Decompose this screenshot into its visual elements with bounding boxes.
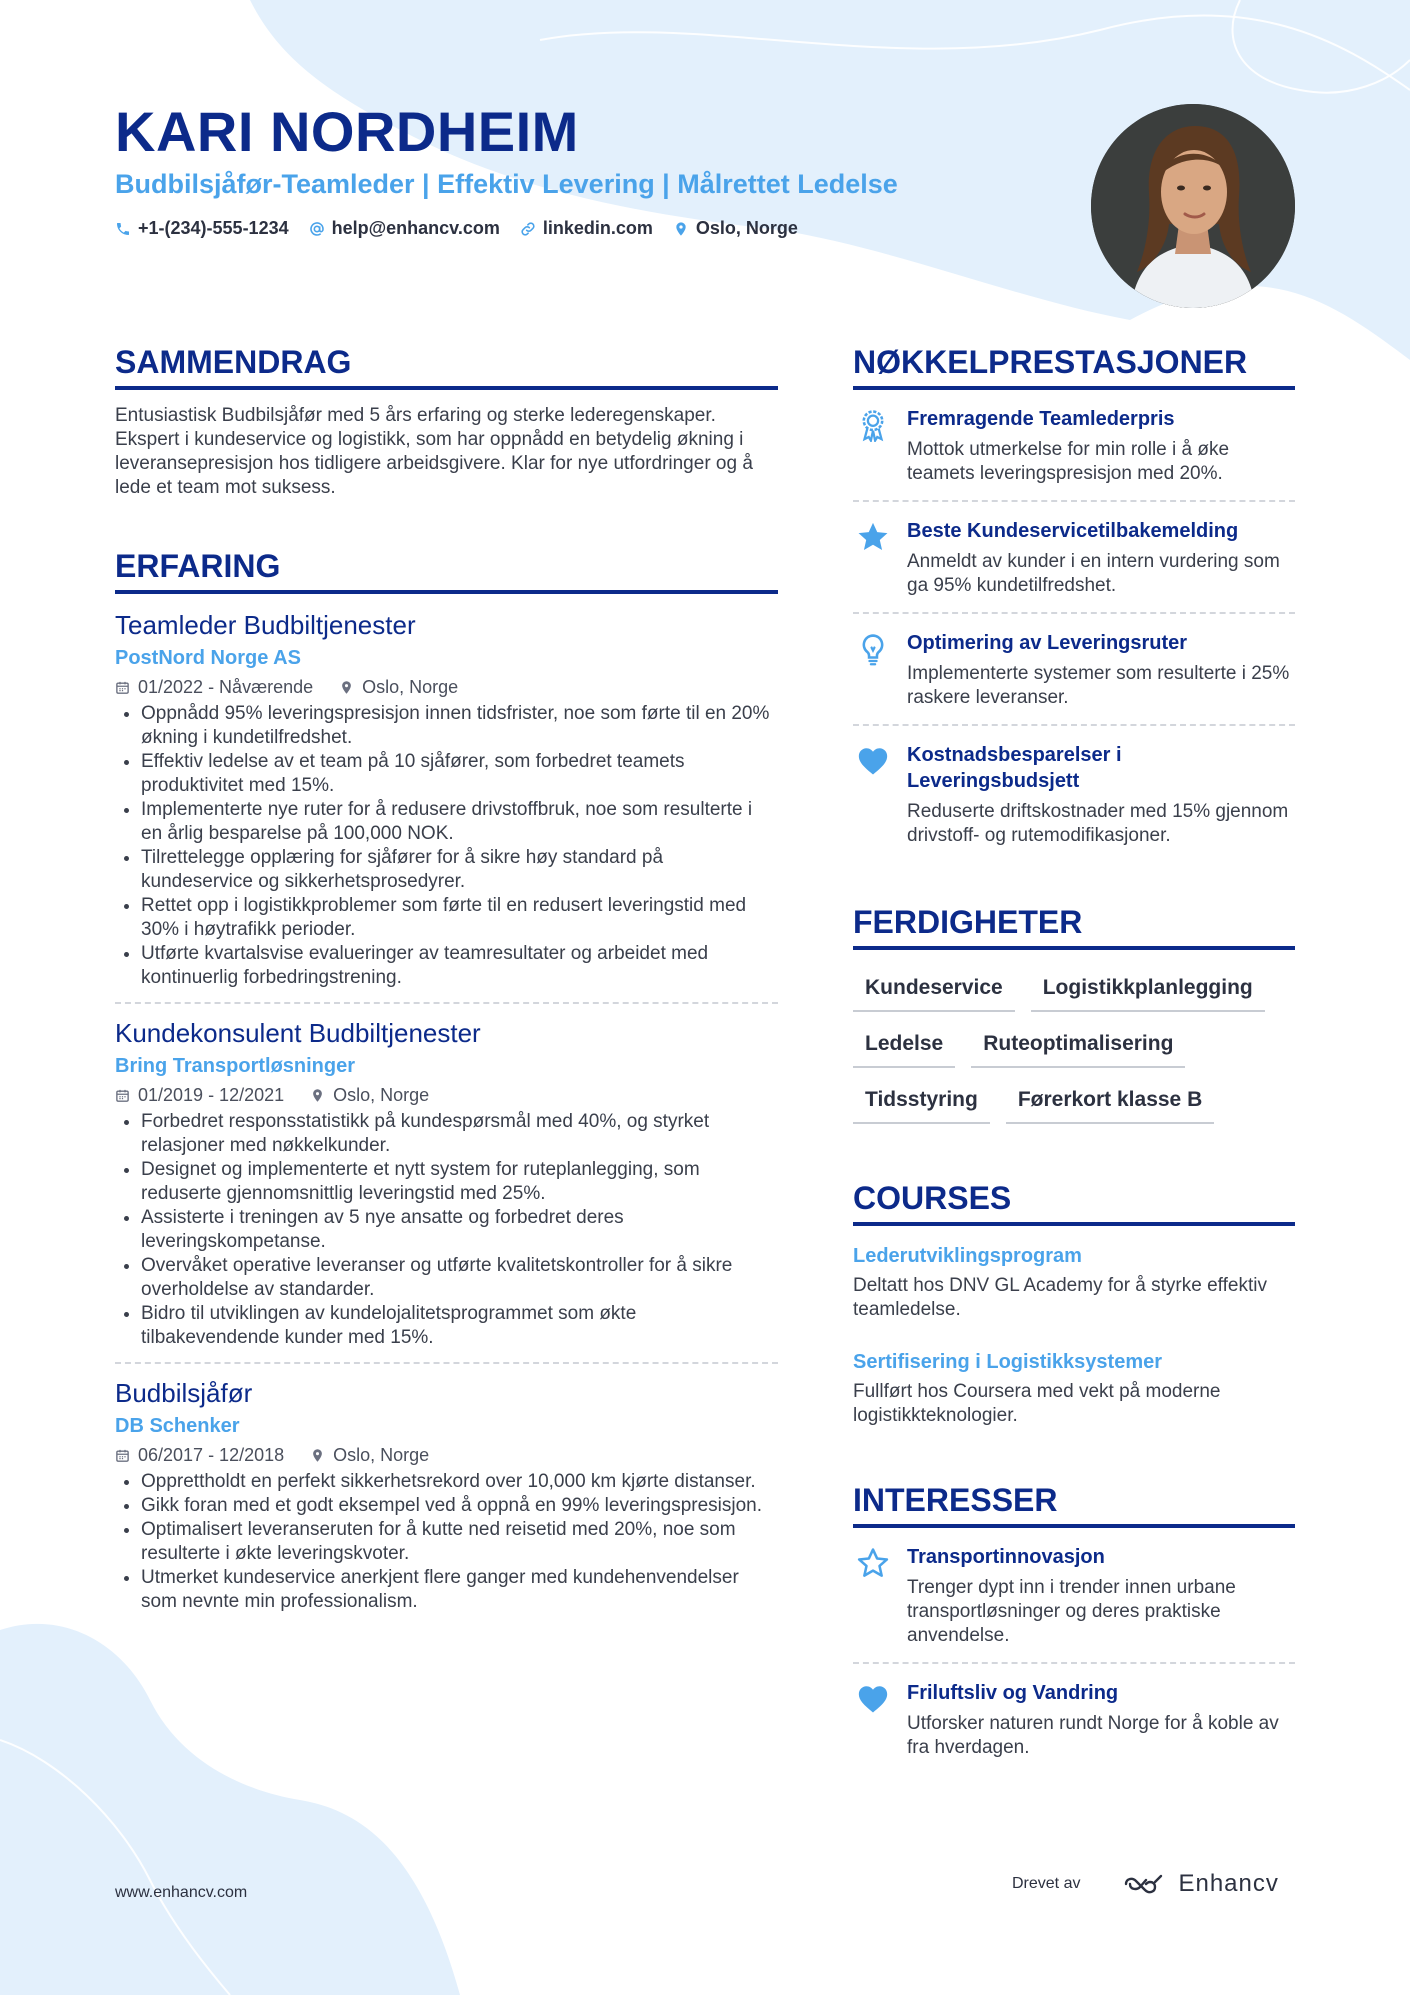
enhancv-logo-icon	[1122, 1872, 1168, 1896]
calendar-icon	[115, 1088, 130, 1103]
job-location-text: Oslo, Norge	[362, 677, 459, 697]
job-bullet: • Effektiv ledelse av et team på 10 sjåfører, som forbedret teamets produktivitet med 15%.	[141, 750, 778, 798]
achievement-title: Beste Kundeservicetilbakemelding	[907, 520, 1239, 542]
interests-title: INTERESSER	[853, 1478, 1295, 1528]
phone-icon	[115, 221, 131, 237]
job-bullet: • Oppnådd 95% leveringspresisjon innen tidsfrister, noe som førte til en 20% økning i kundetilfredshet.	[141, 702, 778, 750]
interest-title: Transportinnovasjon	[907, 1546, 1105, 1568]
achievement-desc: Reduserte driftskostnader med 15% gjennom drivstoff- og rutemodifikasjoner.	[907, 801, 1289, 846]
footer-branding	[1012, 1870, 1279, 1898]
job-bullet: • Utførte kvartalsvise evalueringer av teamresultater og arbeidet med kontinuerlig forbedringstrening.	[141, 942, 778, 990]
skill-tag: Tidsstyring	[853, 1082, 990, 1124]
achievement-title: Optimering av Leveringsruter	[907, 632, 1188, 654]
avatar	[1091, 104, 1295, 308]
job-dates-text: 06/2017 - 12/2018	[138, 1445, 285, 1465]
summary-section	[115, 340, 778, 500]
job-bullet: • Designet og implementerte et nytt system for ruteplanlegging, som reduserte gjennomsnittlig leveringstid med 25%.	[141, 1158, 778, 1206]
job-company: DB Schenker	[115, 1415, 240, 1437]
location-pin-icon	[339, 680, 354, 695]
achievement-item	[853, 614, 1295, 726]
achievement-title: Fremragende Teamlederpris	[907, 408, 1175, 430]
achievement-desc: Implementerte systemer som resulterte i 25% raskere leveranser.	[907, 663, 1290, 708]
profile-photo	[1091, 104, 1295, 308]
job-bullets	[115, 1470, 778, 1614]
at-icon	[309, 221, 325, 237]
achievement-item	[853, 390, 1295, 502]
job-bullet: • Utmerket kundeservice anerkjent flere ganger med kundehenvendelser som nevnte min professionalism.	[141, 1566, 778, 1614]
job-bullet: • Opprettholdt en perfekt sikkerhetsrekord over 10,000 km kjørte distanser.	[141, 1470, 778, 1494]
job-bullet: • Gikk foran med et godt eksempel ved å oppnå en 99% leveringspresisjon.	[141, 1494, 778, 1518]
job-meta	[115, 674, 778, 700]
job-company: PostNord Norge AS	[115, 647, 301, 669]
experience-section	[115, 544, 778, 1626]
course-title: Lederutviklingsprogram	[853, 1245, 1082, 1267]
job-dates	[115, 1082, 284, 1108]
achievements-title: NØKKELPRESTASJONER	[853, 340, 1295, 390]
skills-list	[853, 970, 1295, 1124]
interests-section	[853, 1478, 1295, 1774]
job-title: Kundekonsulent Budbiltjenester	[115, 1018, 481, 1048]
brand-name: Enhancv	[1178, 1870, 1279, 1897]
star-icon	[853, 518, 893, 598]
headline: Budbilsjåfør-Teamleder | Effektiv Levering | Målrettet Ledelse	[115, 169, 898, 199]
skill-tag: Førerkort klasse B	[1006, 1082, 1214, 1124]
job-bullets	[115, 702, 778, 990]
job-location	[310, 1442, 429, 1468]
summary-title: SAMMENDRAG	[115, 340, 778, 390]
job-entry	[115, 1376, 778, 1626]
job-bullet: • Implementerte nye ruter for å redusere drivstoffbruk, noe som resulterte i en årlig besparelse på 100,000 NOK.	[141, 798, 778, 846]
achievements-section	[853, 340, 1295, 862]
contact-linkedin[interactable]	[520, 218, 653, 239]
skills-section	[853, 900, 1295, 1124]
job-dates	[115, 1442, 284, 1468]
link-icon	[520, 221, 536, 237]
email-text: help@enhancv.com	[331, 218, 500, 238]
achievement-desc: Mottok utmerkelse for min rolle i å øke teamets leveringspresisjon med 20%.	[907, 439, 1230, 484]
course-item	[853, 1348, 1295, 1428]
course-desc: Fullført hos Coursera med vekt på moderne logistikkteknologier.	[853, 1381, 1221, 1426]
job-bullet: • Tilrettelegge opplæring for sjåfører for å sikre høy standard på kundeservice og sikkerhetsprosedyrer.	[141, 846, 778, 894]
job-location	[339, 674, 458, 700]
job-entry	[115, 608, 778, 1004]
contact-bar	[115, 218, 798, 239]
summary-text: Entusiastisk Budbilsjåfør med 5 års erfaring og sterke lederegenskaper. Ekspert i kundeservice og logistikk, som har oppnådd en betydelig økning i leveransepresisjon hos tidligere arbeidsgivere. Klar for nye utfordringer og å lede et team mot suksess.	[115, 405, 753, 498]
job-bullet: • Rettet opp i logistikkproblemer som førte til en redusert leveringstid med 30% i høytrafikk perioder.	[141, 894, 778, 942]
achievement-item	[853, 726, 1295, 862]
job-meta	[115, 1082, 778, 1108]
location-pin-icon	[310, 1088, 325, 1103]
location-text: Oslo, Norge	[695, 218, 798, 238]
job-location-text: Oslo, Norge	[333, 1445, 430, 1465]
job-dates-text: 01/2019 - 12/2021	[138, 1085, 285, 1105]
heart-icon	[853, 742, 893, 848]
contact-location	[673, 218, 798, 239]
job-bullet: • Overvåket operative leveranser og utførte kvalitetskontroller for å sikre overholdelse av standarder.	[141, 1254, 778, 1302]
location-pin-icon	[673, 221, 689, 237]
job-dates-text: 01/2022 - Nåværende	[138, 677, 314, 697]
candidate-name: KARI NORDHEIM	[115, 100, 579, 163]
skill-tag: Ruteoptimalisering	[971, 1026, 1185, 1068]
achievement-item	[853, 502, 1295, 614]
skill-tag: Ledelse	[853, 1026, 955, 1068]
courses-title: COURSES	[853, 1176, 1295, 1226]
award-ribbon-icon	[853, 406, 893, 486]
skills-title: FERDIGHETER	[853, 900, 1295, 950]
course-item	[853, 1242, 1295, 1322]
footer-website[interactable]: www.enhancv.com	[115, 1884, 248, 1901]
job-title: Budbilsjåfør	[115, 1378, 253, 1408]
powered-by-text: Drevet av	[1012, 1875, 1081, 1892]
heart-icon	[853, 1680, 893, 1760]
job-location-text: Oslo, Norge	[333, 1085, 430, 1105]
interest-title: Friluftsliv og Vandring	[907, 1682, 1119, 1704]
linkedin-text: linkedin.com	[542, 218, 653, 238]
calendar-icon	[115, 680, 130, 695]
contact-email[interactable]	[309, 218, 500, 239]
job-meta	[115, 1442, 778, 1468]
course-title: Sertifisering i Logistikksystemer	[853, 1351, 1163, 1373]
job-bullet: • Bidro til utviklingen av kundelojalitetsprogrammet som økte tilbakevendende kunder med 15%.	[141, 1302, 778, 1350]
job-dates	[115, 674, 313, 700]
courses-section	[853, 1176, 1295, 1428]
experience-title: ERFARING	[115, 544, 778, 594]
interest-desc: Utforsker naturen rundt Norge for å koble av fra hverdagen.	[907, 1713, 1279, 1758]
star-outline-icon	[853, 1544, 893, 1648]
interest-item	[853, 1664, 1295, 1774]
lightbulb-icon	[853, 630, 893, 710]
job-company: Bring Transportløsninger	[115, 1055, 356, 1077]
calendar-icon	[115, 1448, 130, 1463]
skill-tag: Kundeservice	[853, 970, 1015, 1012]
job-title: Teamleder Budbiltjenester	[115, 610, 416, 640]
interest-desc: Trenger dypt inn i trender innen urbane transportløsninger og deres praktiske anvendelse.	[907, 1577, 1236, 1646]
job-bullets	[115, 1110, 778, 1350]
job-bullet: • Assisterte i treningen av 5 nye ansatte og forbedret deres leveringskompetanse.	[141, 1206, 778, 1254]
job-bullet: • Optimalisert leveranseruten for å kutte ned reisetid med 20%, noe som resulterte i økte leveringskvoter.	[141, 1518, 778, 1566]
contact-phone[interactable]	[115, 218, 289, 239]
job-entry	[115, 1016, 778, 1364]
achievement-desc: Anmeldt av kunder i en intern vurdering som ga 95% kundetilfredshet.	[907, 551, 1280, 596]
achievement-title: Kostnadsbesparelser i Leveringsbudsjett	[907, 744, 1122, 792]
job-location	[310, 1082, 429, 1108]
job-bullet: • Forbedret responsstatistikk på kundespørsmål med 40%, og styrket relasjoner med nøkkelkunder.	[141, 1110, 778, 1158]
interest-item	[853, 1528, 1295, 1664]
brand-logo[interactable]	[1122, 1870, 1278, 1898]
skill-tag: Logistikkplanlegging	[1031, 970, 1265, 1012]
course-desc: Deltatt hos DNV GL Academy for å styrke effektiv teamledelse.	[853, 1275, 1267, 1320]
phone-text: +1-(234)-555-1234	[138, 218, 289, 238]
location-pin-icon	[310, 1448, 325, 1463]
